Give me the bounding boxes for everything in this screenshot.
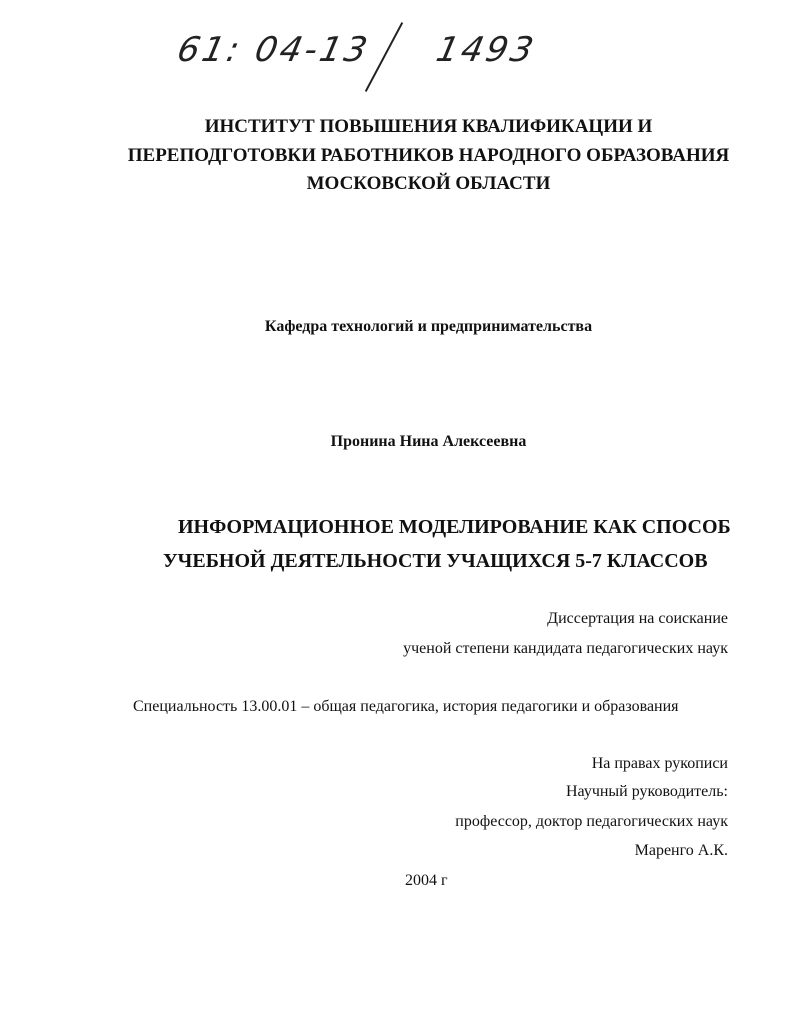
degree-line-1: Диссертация на соискание <box>547 610 728 627</box>
department: Кафедра технологий и предпринимательства <box>264 318 593 335</box>
specialty: Специальность 13.00.01 – общая педагогика, история педагогики и образования <box>133 698 679 715</box>
thesis-title-line-1: ИНФОРМАЦИОННОЕ МОДЕЛИРОВАНИЕ КАК СПОСОБ <box>178 516 731 538</box>
supervisor-label: Научный руководитель: <box>565 783 728 800</box>
author: Пронина Нина Алексеевна <box>330 433 527 450</box>
supervisor-name: Маренго А.К. <box>634 842 728 859</box>
rights-note: На правах рукописи <box>591 755 728 772</box>
institution-line-1: ИНСТИТУТ ПОВЫШЕНИЯ КВАЛИФИКАЦИИ И <box>204 116 653 137</box>
thesis-title-line-2: УЧЕБНОЙ ДЕЯТЕЛЬНОСТИ УЧАЩИХСЯ 5-7 КЛАССОВ <box>163 550 708 572</box>
institution-line-3: МОСКОВСКОЙ ОБЛАСТИ <box>306 173 551 194</box>
institution-line-2: ПЕРЕПОДГОТОВКИ РАБОТНИКОВ НАРОДНОГО ОБРАЗОВАНИЯ <box>127 145 730 166</box>
archive-mark-right: 1493 <box>432 30 540 70</box>
supervisor-title: профессор, доктор педагогических наук <box>455 813 728 830</box>
archive-mark-left: 61: 04-13 <box>173 30 374 70</box>
degree-line-2: ученой степени кандидата педагогических наук <box>403 640 728 657</box>
handwritten-archive-mark <box>174 30 540 70</box>
year: 2004 г <box>405 872 448 889</box>
